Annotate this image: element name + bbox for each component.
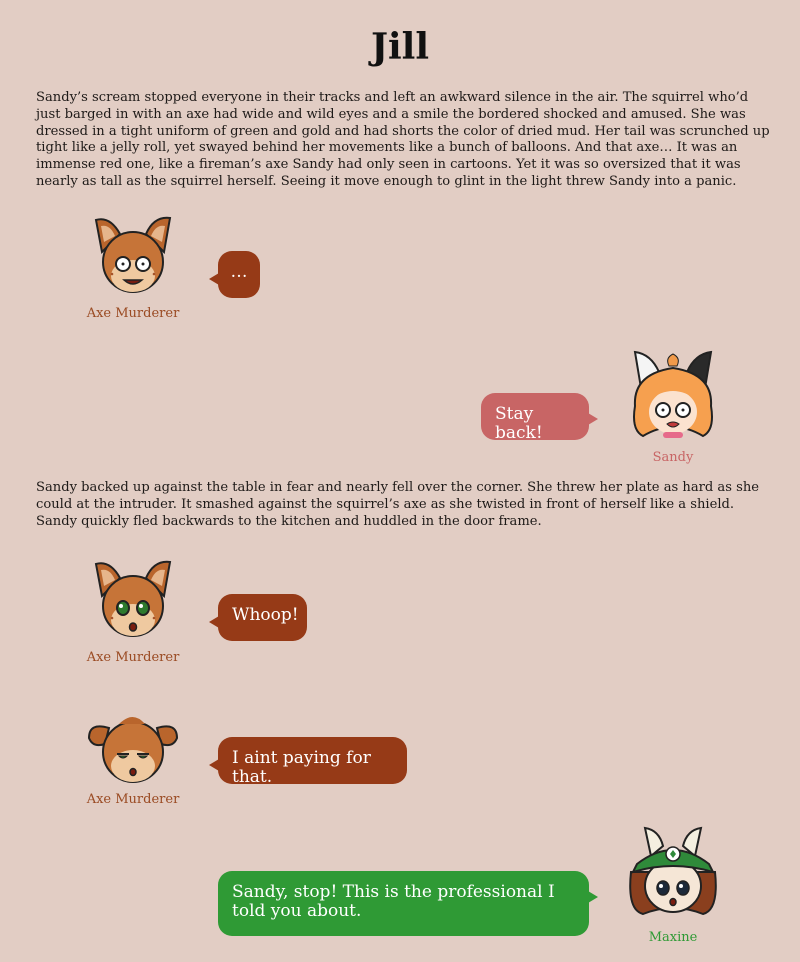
speaker-name: Axe Murderer xyxy=(86,792,180,807)
avatar-maxine xyxy=(618,826,728,945)
story-paragraph: Sandy’s scream stopped everyone in their tracks and left an awkward silence in the air. The squirrel who’d just barged in with an axe had wide and wild eyes and a smile the bordered shocked and amused. She was dressed in a tight uniform of green and gold and had shorts the color of dried mud. Her tail was scrunched up tight like a jelly roll, yet swayed behind her movements like a bunch of balloons. And that axe… It was an immense red one, like a fireman’s axe Sandy had only seen in cartoons. Yet it was so oversized that it was nearly as tall as the squirrel herself. Seeing it move enough to glint in the light threw Sandy into a panic. xyxy=(36,90,770,189)
avatar-axe-murderer xyxy=(78,556,188,665)
speech-bubble: Whoop! xyxy=(218,594,307,641)
speaker-name: Axe Murderer xyxy=(86,650,180,665)
speaker-name: Maxine xyxy=(648,930,698,945)
speech-bubble: I aint paying for that. xyxy=(218,737,407,784)
fox-girl-scared-icon xyxy=(625,348,721,448)
squirrel-surprised-icon xyxy=(90,556,176,648)
speaker-name: Axe Murderer xyxy=(86,306,180,321)
speech-bubble: … xyxy=(218,251,260,298)
avatar-sandy xyxy=(618,348,728,465)
avatar-axe-murderer xyxy=(78,212,188,321)
speech-bubble: Stay back! xyxy=(481,393,589,440)
story-paragraph: Sandy backed up against the table in fear and nearly fell over the corner. She threw her plate as hard as she could at the intruder. It smashed against the squirrel’s axe as she twisted in front of herself like a shield. Sandy quickly fled backwards to the kitchen and huddled in the door frame. xyxy=(36,480,760,529)
squirrel-shocked-icon xyxy=(90,212,176,304)
squirrel-unimpressed-icon xyxy=(85,708,181,790)
speaker-name: Sandy xyxy=(652,450,694,465)
avatar-axe-murderer xyxy=(78,708,188,807)
dog-ranger-worried-icon xyxy=(623,826,723,930)
page-title: Jill xyxy=(370,26,430,68)
speech-bubble: Sandy, stop! This is the professional I told you about. xyxy=(218,871,589,936)
